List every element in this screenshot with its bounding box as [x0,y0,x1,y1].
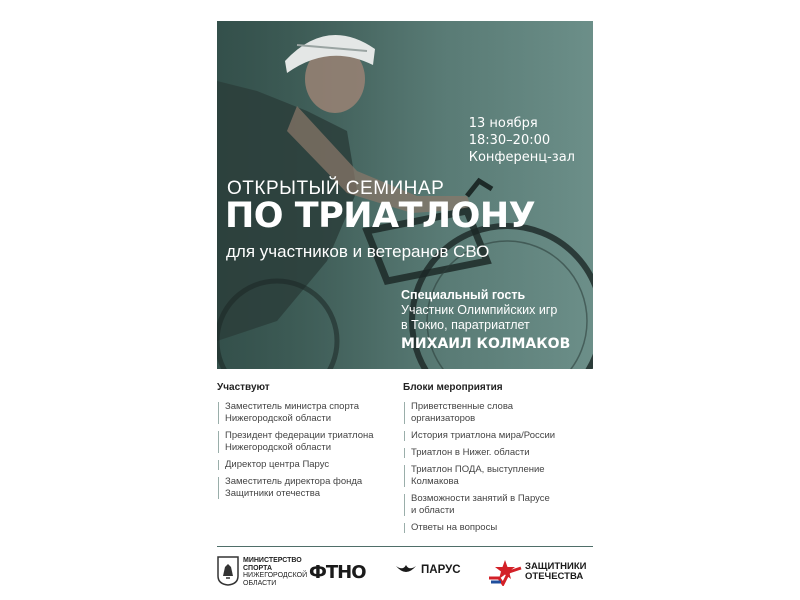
participants-list [217,401,387,500]
list-item-line: Заместитель министра спорта [225,401,360,412]
defenders-line1: ЗАЩИТНИКИ [525,561,587,572]
list-item-line: организаторов [411,413,476,424]
title-subtitle: для участников и ветеранов СВО [226,242,490,261]
participants-heading: Участвуют [217,382,270,393]
list-item-line: Нижегородской области [225,413,332,424]
star-flag-icon [487,558,523,586]
agenda-section [403,382,583,539]
ministry-line4: ОБЛАСТИ [243,579,277,587]
list-item-line: Триатлон в Нижег. области [411,447,530,458]
seminar-poster [217,21,593,597]
ministry-logo [217,554,307,590]
list-item [217,476,387,500]
list-item-line: Президент федерации триатлона [225,430,374,441]
list-item-line: Колмакова [411,476,459,487]
title-main: ПО ТРИАТЛОНУ [225,196,536,236]
crest-icon [217,556,239,586]
event-time: 18:30–20:00 [468,133,551,148]
list-item [403,464,583,488]
special-guest [401,288,570,352]
agenda-list [403,401,583,534]
list-item-line: Защитники отечества [225,488,320,499]
list-item [403,430,583,442]
list-item [403,522,583,534]
list-item-line: Возможности занятий в Парусе [411,493,550,504]
event-place: Конференц-зал [468,150,575,165]
event-details [469,115,575,166]
list-item [217,430,387,454]
list-item [403,447,583,459]
guest-desc-line1: Участник Олимпийских игр [401,303,558,317]
footer-divider [217,546,593,547]
list-item-line: История триатлона мира/России [411,430,556,441]
ministry-line1: МИНИСТЕРСТВО [243,557,302,564]
list-item [217,401,387,425]
list-item-line: Директор центра Парус [225,459,330,470]
list-item [403,401,583,425]
event-date: 13 ноября [468,116,538,131]
list-item [217,459,387,471]
guest-label: Специальный гость [401,288,526,302]
sail-icon [395,562,417,578]
participants-section [217,382,387,505]
list-item [403,493,583,517]
ministry-line2: СПОРТА [243,564,272,572]
title-small: ОТКРЫТЫЙ СЕМИНАР [227,178,445,199]
defenders-line2: ОТЕЧЕСТВА [525,571,584,582]
list-item-line: Приветственные слова [411,401,514,412]
ministry-line3: НИЖЕГОРОДСКОЙ [243,572,308,579]
defenders-logo [487,554,593,590]
ministry-text [243,557,307,587]
list-item-line: Заместитель директора фонда [225,476,363,487]
list-item-line: и области [411,505,455,516]
defenders-text [525,562,586,582]
list-item-line: Триатлон ПОДА, выступление [411,464,545,475]
parus-logo [395,554,475,590]
hero-banner [217,21,593,369]
guest-name: МИХАИЛ КОЛМАКОВ [401,336,571,352]
partner-logos [217,554,593,590]
list-item-line: Нижегородской области [225,442,332,453]
ftno-logo: ФТНО [309,562,366,583]
agenda-heading: Блоки мероприятия [403,382,503,393]
guest-desc-line2: в Токио, паратриатлет [401,318,530,332]
parus-text: ПАРУС [421,564,461,576]
list-item-line: Ответы на вопросы [411,522,498,533]
